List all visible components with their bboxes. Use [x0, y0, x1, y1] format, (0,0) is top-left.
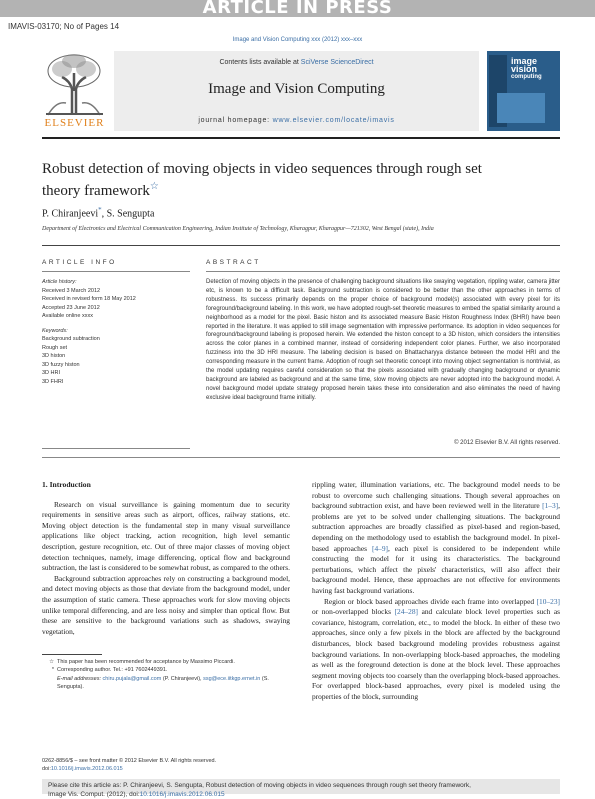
email-link[interactable]: ssg@ece.iitkgp.ernet.in — [203, 675, 261, 682]
contents-line — [114, 59, 479, 66]
author-2: S. Sengupta — [106, 208, 155, 220]
history-item: Received in revised form 18 May 2012 — [42, 296, 136, 302]
text-run: rippling water, illumination variations, etc. The background model needs to be robust to overcome such challenging situations. Though several approaches on background subtraction exist, and have been reviewed well in the literature — [312, 480, 560, 511]
article-info-rule — [42, 271, 190, 272]
article-info-bottom-rule — [42, 448, 190, 449]
paragraph — [312, 597, 560, 703]
history-item: Available online xxxx — [42, 313, 93, 319]
body-column-left — [42, 480, 290, 637]
banner-text: ARTICLE IN PRESS — [202, 0, 393, 18]
text-run: , each pixel is considered to be independent while constructing the model for it using its characteristics. The background perturbations, which affect the pixels' characteristics, will also affect their background model. Hence, these approaches are not effective for environments having fast background variations. — [312, 543, 560, 595]
article-id: IMAVIS-03170; No of Pages 14 — [8, 22, 120, 31]
footnote-symbol: * — [51, 667, 54, 674]
section-heading: 1. Introduction — [42, 480, 91, 489]
journal-reference[interactable]: Image and Vision Computing xxx (2012) xxx–xxx — [232, 37, 363, 43]
history-item: Accepted 23 June 2012 — [42, 304, 100, 311]
corresponding-author-mark[interactable]: * — [98, 206, 102, 214]
abstract-heading: ABSTRACT — [206, 259, 261, 266]
footnote-text: (P. Chiranjeevi), — [161, 675, 204, 682]
doi-prefix: doi: — [42, 766, 51, 773]
footnote-text: Corresponding author. Tel.: +91 7602449391. — [57, 667, 168, 674]
body-column-right — [312, 480, 560, 702]
paper-title — [42, 160, 492, 200]
paragraph: Background subtraction approaches rely on constructing a background model, and detect moving objects as those that deviate from the background model, under the assumption of static camera. These approaches work for slow moving objects unlike temporal differencing, and are less noisy and simpler than optical flow. But these are sensitive to the background variations such as shadows, swaying vegetation, — [42, 573, 290, 636]
cover-title — [511, 57, 542, 81]
abstract-copyright: © 2012 Elsevier B.V. All rights reserved. — [454, 440, 560, 446]
footnote-text: (S. Sengupta). — [57, 675, 269, 690]
paragraph — [312, 480, 560, 597]
footnote-3 — [42, 675, 292, 692]
journal-cover-thumbnail[interactable] — [487, 51, 560, 131]
doi-line — [42, 765, 302, 773]
abstract-text: Detection of moving objects in the presence of challenging background situations like swaying vegetation, rippling water, camera jitter etc, is known to be a difficult task. Background subtraction is considered to be better than the other approaches in terms of robustness. Its success primarily depends on the proper choice of background model(s) associated with every pixel for its foreground/background labeling. In this work, we have adopted rough-set theoretic measures to embed the spatial similarity around a neighborhood as a model for the pixel. Basic histon and its associated measure Basic Histon Roughness Index (BHRI) have been reported in the literature. It was applied to still image segmentation with impressive performance. Its adoption in video sequences for foreground/background labeling is proposed herein. We extended the histon concept to a 3D histon, which considers the intensities across the color planes in a combined manner, instead of considering independent color planes. Further, we also incorporated fuzziness into the 3D HRI measure. The labeling decision is based on Bhattacharyya distance between the model HRI and the corresponding measure in the current frame. Adoption of rough set theoretic concept into moving object segmentation is nontrivial, as the model updating requires careful consideration so that the pixels associated with gradually changing background or dynamic background are labeled as background and at the same time, slow moving objects are never adopted into the background model. A novel background model update strategy proposed herein takes these into consideration and also eliminates the need of having exclusive ideal background frame initially. — [206, 279, 560, 401]
homepage-link[interactable]: www.elsevier.com/locate/imavis — [272, 117, 395, 124]
footnotes — [42, 658, 292, 691]
abstract-divider — [42, 457, 560, 458]
issn-block — [42, 757, 302, 774]
author-list — [42, 206, 154, 219]
citation-doi-link[interactable]: 10.1016/j.imavis.2012.06.015 — [139, 791, 225, 798]
article-info-panel — [42, 278, 190, 386]
homepage-prefix: journal homepage: — [198, 117, 273, 124]
masthead-center — [114, 51, 479, 131]
text-run: , problems are yet to be solved under challenging situations. The background subtraction approaches are broadly classified as pixel-based and region-based, depending on the methodology used to establish the background model. In pixel-based approaches — [312, 501, 560, 553]
footnote-2 — [42, 666, 292, 674]
masthead-divider — [42, 137, 560, 139]
text-run: or non-overlapped blocks — [312, 607, 395, 617]
contents-prefix: Contents lists available at — [219, 59, 301, 66]
citation-link[interactable]: [1–3] — [542, 501, 559, 511]
citation-link[interactable]: [24–28] — [394, 607, 418, 617]
author-separator: , — [101, 208, 107, 220]
footnote-text: This paper has been recommended for acceptance by Massimo Piccardi. — [57, 659, 235, 665]
cover-image-block — [497, 93, 545, 123]
citation-link[interactable]: [10–23] — [536, 596, 560, 606]
citation-box — [42, 779, 560, 798]
sciencedirect-link[interactable]: SciVerse ScienceDirect — [300, 59, 374, 66]
keyword: Rough set — [42, 344, 68, 351]
citation-prefix: Image Vis. Comput. (2012), doi: — [48, 791, 140, 798]
footnote-symbol: ☆ — [49, 659, 54, 665]
journal-title: Image and Vision Computing — [208, 81, 385, 97]
abstract-rule — [206, 271, 560, 272]
cover-title-line-1: image — [511, 56, 538, 66]
journal-homepage — [114, 117, 479, 124]
footnote-1 — [42, 658, 292, 666]
elsevier-logo[interactable] — [42, 51, 107, 131]
history-label: Article history: — [42, 279, 77, 285]
title-footnote-mark[interactable]: ☆ — [149, 181, 159, 192]
keyword: 3D HRI — [42, 370, 61, 376]
header-divider — [42, 245, 560, 246]
citation-line-2 — [48, 790, 471, 799]
paper-title-text: Robust detection of moving objects in video sequences through rough set theory framework — [42, 161, 482, 199]
text-run: Region or block based approaches divide each frame into overlapped — [324, 596, 537, 606]
email-label: E-mail addresses: — [57, 675, 103, 682]
keyword: 3D histon — [42, 353, 66, 359]
article-info-heading: ARTICLE INFO — [42, 259, 117, 266]
cover-title-line-3: computing — [511, 74, 542, 80]
journal-masthead — [42, 51, 560, 133]
doi-link[interactable]: 10.1016/j.imavis.2012.06.015 — [50, 766, 123, 773]
keyword: 3D FHRI — [42, 378, 64, 385]
paragraph: Research on visual surveillance is gaining momentum due to security requirements in sensitive areas such as airport, offices, railway stations, etc. Moving object detection is the fundamental step in many visual surveillance applications like object tracking, action recognition, high level semantic description, gesture recognition, etc. Out of three major classes of moving object detection techniques, namely, image differencing, optical flow and background subtraction, the last is considered to be somewhat robust, as compared to the others. — [42, 499, 290, 573]
citation-text — [48, 781, 471, 799]
elsevier-tree-icon — [42, 51, 107, 117]
affiliation: Department of Electronics and Electrical Communication Engineering, Indian Institute of Technology, Kharagpur, Kharagpur—721302, West Bengal (state), India — [42, 226, 434, 232]
cover-title-line-2: vision — [511, 64, 538, 74]
elsevier-wordmark: ELSEVIER — [44, 117, 105, 129]
keyword: Background subtraction — [42, 336, 100, 342]
keywords-label: Keywords: — [42, 327, 68, 334]
author-1: P. Chiranjeevi — [42, 208, 99, 220]
text-run: and calculate block level properties such as covariance, histogram, correlation, etc., to model the block. In either of these two approaches, since only a few pixels in the block are affected by the background disturbances, block based background modeling provides robustness against background variations. In non-overlapping block-based approaches, the modeling as well as the foreground detection is done at the block level. These approaches segment moving objects too coarsely than the overlapping block-based approaches. For overlapped block-based approaches, every pixel is modeled using the properties of the block, surrounding — [312, 607, 561, 701]
article-in-press-banner — [0, 0, 595, 17]
citation-line-1: Please cite this article as: P. Chiranjeevi, S. Sengupta, Robust detection of moving objects in video sequences through rough set theory framework, — [48, 782, 471, 789]
issn-line: 0262-8856/$ – see front matter © 2012 Elsevier B.V. All rights reserved. — [42, 758, 217, 764]
keyword: 3D fuzzy histon — [42, 361, 80, 368]
history-item: Received 3 March 2012 — [42, 287, 101, 294]
email-link[interactable]: chiru.pujala@gmail.com — [102, 675, 162, 682]
footnote-rule — [42, 654, 102, 655]
citation-link[interactable]: [4–9] — [371, 543, 388, 553]
